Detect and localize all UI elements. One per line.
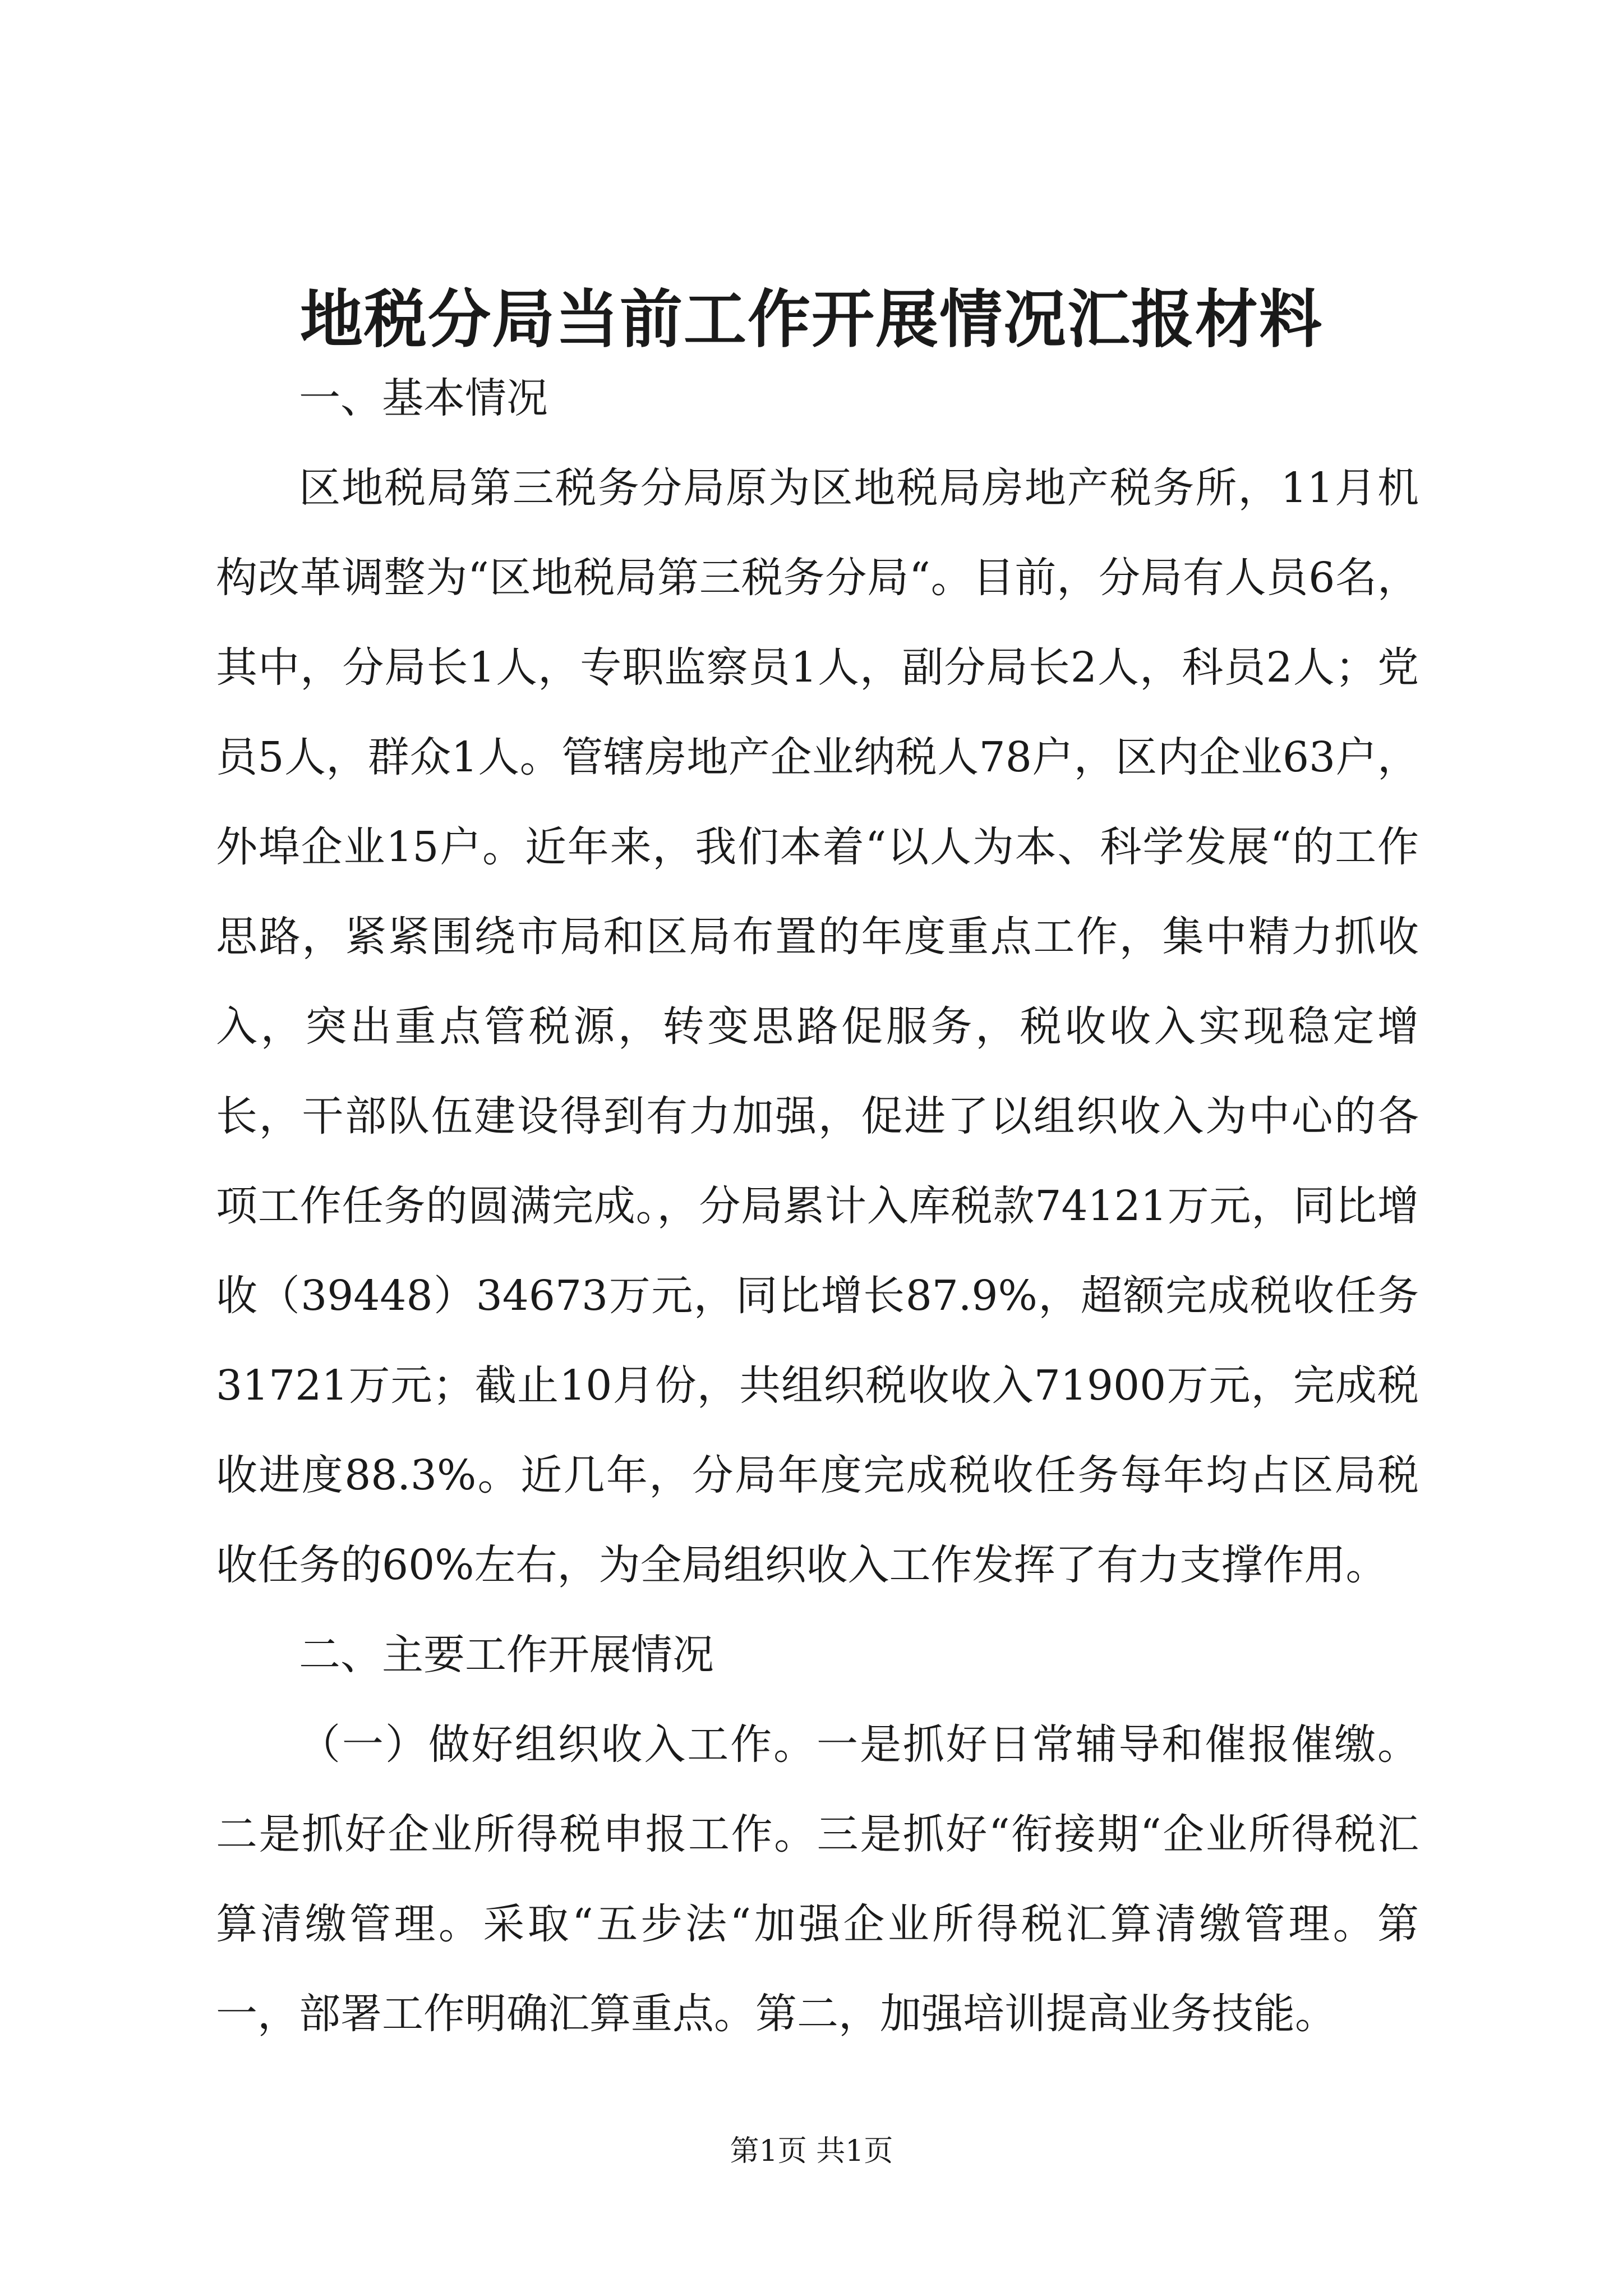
document-body (216, 353, 1419, 2059)
section-heading-basic-info: 一、基本情况 (299, 374, 548, 422)
paragraph-main-work: （一）做好组织收入工作。一是抓好日常辅导和催报催缴。二是抓好企业所得税申报工作。三是抓好“衔接期“企业所得税汇算清缴管理。采取“五步法“加强企业所得税汇算清缴管理。第一，部署工作明确汇算重点。第二，加强培训提高业务技能。 (216, 1720, 1419, 2038)
section-heading-main-work: 二、主要工作开展情况 (299, 1631, 714, 1679)
page-footer: 第1页 共1页 (730, 2134, 893, 2168)
paragraph-basic-info: 区地税局第三税务分局原为区地税局房地产税务所，11月机构改革调整为“区地税局第三税务分局“。目前，分局有人员6名，其中，分局长1人，专职监察员1人，副分局长2人，科员2人；党员5人，群众1人。管辖房地产企业纳税人78户，区内企业63户，外埠企业15户。近年来，我们本着“以人为本、科学发展“的工作思路，紧紧围绕市局和区局布置的年度重点工作，集中精力抓收入，突出重点管税源，转变思路促服务，税收收入实现稳定增长，干部队伍建设得到有力加强，促进了以组织收入为中心的各项工作任务的圆满完成。，分局累计入库税款74121万元，同比增收（39448）34673万元，同比增长87.9%，超额完成税收任务31721万元；截止10月份，共组织税收收入71900万元，完成税收进度88.3%。近几年，分局年度完成税收任务每年均占区局税收任务的60%左右，为全局组织收入工作发挥了有力支撑作用。 (216, 464, 1419, 1589)
document-title: 地税分局当前工作开展情况汇报材料 (300, 283, 1323, 356)
